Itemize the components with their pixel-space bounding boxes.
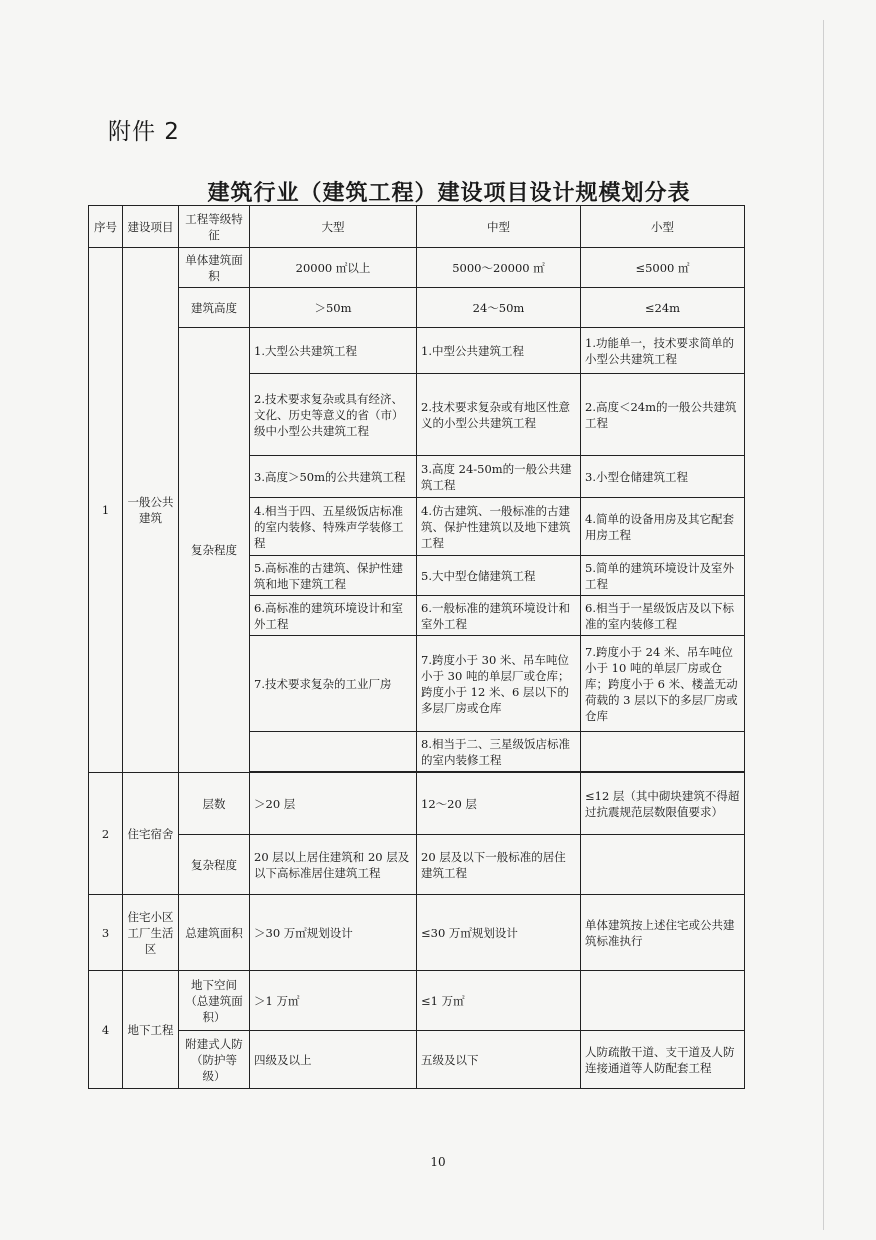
s3-medium: ≤30 万㎡规划设计 <box>417 895 581 971</box>
table-row <box>89 971 745 1031</box>
s1-r3-small: 3.小型仓储建筑工程 <box>581 456 745 498</box>
s1-complex-label: 复杂程度 <box>179 328 250 773</box>
s4-space-medium: ≤1 万㎡ <box>417 971 581 1031</box>
s4-defense-medium: 五级及以下 <box>417 1031 581 1089</box>
s1-r4-medium: 4.仿古建筑、一般标准的古建筑、保护性建筑以及地下建筑工程 <box>417 498 581 556</box>
document-title: 建筑行业（建筑工程）建设项目设计规模划分表 <box>207 181 691 206</box>
page-number: 10 <box>430 1155 446 1169</box>
s4-defense-small: 人防疏散干道、支干道及人防连接通道等人防配套工程 <box>581 1031 745 1089</box>
table-row <box>89 288 745 328</box>
header-seq: 序号 <box>89 206 123 248</box>
s1-r8-small <box>581 732 745 772</box>
s3-number: 3 <box>89 895 123 971</box>
s1-r7-large: 7.技术要求复杂的工业厂房 <box>250 636 417 732</box>
s1-height-large: ＞50m <box>250 288 417 328</box>
s2-floors-medium: 12～20 层 <box>417 773 581 835</box>
table-row <box>89 248 745 288</box>
s1-r4-small: 4.简单的设备用房及其它配套用房工程 <box>581 498 745 556</box>
s2-floors-small: ≤12 层（其中砌块建筑不得超过抗震规范层数限值要求） <box>581 773 745 835</box>
s1-r1-large: 1.大型公共建筑工程 <box>250 328 417 374</box>
s1-number: 1 <box>89 248 123 773</box>
s4-defense-large: 四级及以上 <box>250 1031 417 1089</box>
scale-classification-table <box>88 205 745 1089</box>
s1-r4-large: 4.相当于四、五星级饭店标准的室内装修、特殊声学装修工程 <box>250 498 417 556</box>
s1-height-small: ≤24m <box>581 288 745 328</box>
s1-r3-medium: 3.高度 24-50m的一般公共建筑工程 <box>417 456 581 498</box>
table-row <box>89 773 745 835</box>
s3-small: 单体建筑按上述住宅或公共建筑标准执行 <box>581 895 745 971</box>
s1-r8-medium: 8.相当于二、三星级饭店标准的室内装修工程 <box>417 732 581 772</box>
s1-r8-large <box>250 732 417 772</box>
s1-r2-large: 2.技术要求复杂或具有经济、文化、历史等意义的省（市）级中小型公共建筑工程 <box>250 374 417 456</box>
header-row <box>89 206 745 248</box>
s1-height-medium: 24～50m <box>417 288 581 328</box>
table-row <box>89 835 745 895</box>
header-project: 建设项目 <box>123 206 179 248</box>
table-row <box>89 1031 745 1089</box>
s1-r1-medium: 1.中型公共建筑工程 <box>417 328 581 374</box>
s1-r1-small: 1.功能单一，技术要求简单的小型公共建筑工程 <box>581 328 745 374</box>
s1-name: 一般公共建筑 <box>123 248 179 773</box>
s3-large: ＞30 万㎡规划设计 <box>250 895 417 971</box>
s4-space-small <box>581 971 745 1031</box>
s2-complex-small <box>581 835 745 895</box>
s2-complex-label: 复杂程度 <box>179 835 250 895</box>
s4-defense-label: 附建式人防（防护等级） <box>179 1031 250 1089</box>
s1-r6-medium: 6.一般标准的建筑环境设计和室外工程 <box>417 596 581 636</box>
header-large: 大型 <box>250 206 417 248</box>
header-medium: 中型 <box>417 206 581 248</box>
header-feature: 工程等级特征 <box>179 206 250 248</box>
s2-floors-large: ＞20 层 <box>250 773 417 835</box>
s1-area-small: ≤5000 ㎡ <box>581 248 745 288</box>
s2-complex-medium: 20 层及以下一般标准的居住建筑工程 <box>417 835 581 895</box>
table-row <box>89 328 745 374</box>
s3-name: 住宅小区工厂生活区 <box>123 895 179 971</box>
attachment-label: 附件 2 <box>108 119 180 145</box>
s1-r2-small: 2.高度＜24m的一般公共建筑工程 <box>581 374 745 456</box>
s1-r6-small: 6.相当于一星级饭店及以下标准的室内装修工程 <box>581 596 745 636</box>
s1-r5-large: 5.高标准的古建筑、保护性建筑和地下建筑工程 <box>250 556 417 596</box>
s1-height-label: 建筑高度 <box>179 288 250 328</box>
s1-area-medium: 5000～20000 ㎡ <box>417 248 581 288</box>
s2-number: 2 <box>89 773 123 895</box>
s2-name: 住宅宿舍 <box>123 773 179 895</box>
s4-name: 地下工程 <box>123 971 179 1089</box>
s2-complex-large: 20 层以上居住建筑和 20 层及以下高标准居住建筑工程 <box>250 835 417 895</box>
s1-r2-medium: 2.技术要求复杂或有地区性意义的小型公共建筑工程 <box>417 374 581 456</box>
table-row <box>89 895 745 971</box>
s1-r5-small: 5.简单的建筑环境设计及室外工程 <box>581 556 745 596</box>
s1-r3-large: 3.高度＞50m的公共建筑工程 <box>250 456 417 498</box>
s2-floors-label: 层数 <box>179 773 250 835</box>
s1-r6-large: 6.高标准的建筑环境设计和室外工程 <box>250 596 417 636</box>
s4-number: 4 <box>89 971 123 1089</box>
s1-area-large: 20000 ㎡以上 <box>250 248 417 288</box>
header-small: 小型 <box>581 206 745 248</box>
s1-r5-medium: 5.大中型仓储建筑工程 <box>417 556 581 596</box>
s4-space-large: ＞1 万㎡ <box>250 971 417 1031</box>
s4-space-label: 地下空间（总建筑面积） <box>179 971 250 1031</box>
s1-r7-small: 7.跨度小于 24 米、吊车吨位小于 10 吨的单层厂房或仓库；跨度小于 6 米、楼盖无动荷载的 3 层以下的多层厂房或仓库 <box>581 636 745 732</box>
s1-r7-medium: 7.跨度小于 30 米、吊车吨位小于 30 吨的单层厂或仓库；跨度小于 12 米、6 层以下的多层厂房或仓库 <box>417 636 581 732</box>
s1-area-label: 单体建筑面积 <box>179 248 250 288</box>
s3-label: 总建筑面积 <box>179 895 250 971</box>
